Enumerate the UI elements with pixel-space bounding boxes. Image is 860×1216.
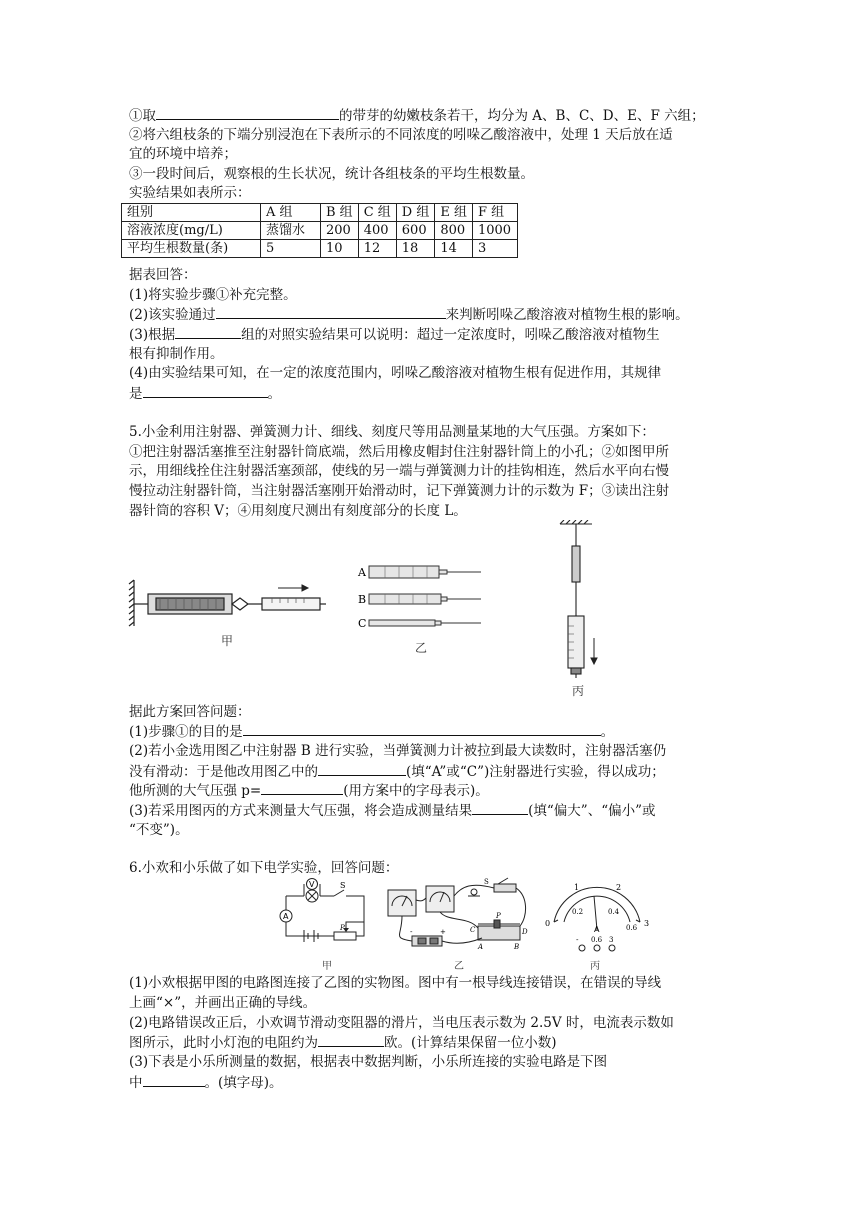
slider-label: P [340, 924, 345, 932]
q4-a4-line1: (4)由实验结果可知，在一定的浓度范围内，吲哚乙酸溶液对植物生根有促进作用，其规律 [129, 365, 662, 381]
figure-caption-bing: 丙 [572, 684, 585, 698]
switch-label: S [340, 881, 346, 890]
scale-label-0: 0 [545, 919, 551, 928]
table-cell: 400 [358, 222, 396, 240]
scale-label-2: 2 [616, 883, 622, 892]
table-cell: 200 [321, 222, 359, 240]
slider-label: P [496, 912, 501, 920]
q6-a2-line2: 图所示，此时小灯泡的电阻约为 欧。(计算结果保留一位小数) [129, 1035, 557, 1051]
q4-step2-line2: 宜的环境中培养； [129, 146, 237, 162]
terminal-b-label: B [514, 943, 520, 951]
table-cell: 5 [261, 240, 321, 258]
q4-a1: (1)将实验步骤①补充完整。 [129, 287, 297, 303]
answer-blank[interactable] [243, 722, 601, 736]
table-cell: 18 [396, 240, 435, 258]
q6-a2-line1: (2)电路错误改正后，小欢调节滑动变阻器的滑片，当电压表示数为 2.5V 时，电流表示数如 [129, 1015, 674, 1031]
q6-a3-line1: (3)下表是小乐所测量的数据，根据表中数据判断，小乐所连接的实验电路是下图 [129, 1054, 608, 1070]
table-cell: A 组 [261, 204, 321, 222]
figure-caption-yi: 乙 [415, 641, 428, 655]
q4-a3: (3)根据 组的对照实验结果可以说明：超过一定浓度时，吲哚乙酸溶液对植物生 [129, 327, 660, 343]
unit-label: A [594, 925, 600, 934]
figure-caption-yi: 乙 [454, 961, 464, 972]
table-cell: D 组 [396, 204, 435, 222]
scale-label-3: 3 [644, 919, 650, 928]
voltmeter-label: V [309, 880, 315, 889]
answer-blank[interactable] [143, 384, 268, 398]
q5-stem-line4: 慢拉动注射器针筒，当注射器活塞刚开始滑动时，记下弹簧测力计的示数为 F；③读出注射 [129, 483, 670, 499]
battery-plus-label: + [440, 928, 446, 936]
q4-a2: (2)该实验通过 来判断吲哚乙酸溶液对植物生根的影响。 [129, 307, 689, 323]
answer-blank[interactable] [216, 305, 446, 319]
q6-a1-line1: (1)小欢根据甲图的电路图连接了乙图的实物图。图中有一根导线连接错误，在错误的导线 [129, 975, 662, 991]
syringe-vertical-figure [558, 520, 602, 680]
q5-a2-line1: (2)若小金选用图乙中注射器 B 进行实验，当弹簧测力计被拉到最大读数时，注射器活塞仍 [129, 743, 667, 759]
scale-label-02: 0.2 [572, 908, 584, 916]
ammeter-label: A [283, 912, 289, 921]
table-cell: 600 [396, 222, 435, 240]
battery-minus-label: - [410, 928, 413, 936]
q4-step3: ③一段时间后，观察根的生长状况，统计各组枝条的平均生根数量。 [129, 166, 534, 182]
terminal-06-label: 0.6 [591, 936, 603, 944]
syringe-label-c: C [358, 617, 367, 630]
table-cell: E 组 [435, 204, 473, 222]
syringe-horizontal-figure [128, 578, 328, 630]
circuit-diagram-figure [276, 878, 376, 954]
q5-stem-line2: ①把注射器活塞推至注射器针筒底端，然后用橡皮帽封住注射器针筒上的小孔；②如图甲所 [129, 444, 669, 460]
table-cell: 平均生根数量(条) [122, 240, 261, 258]
q5-a3: (3)若采用图丙的方式来测量大气压强，将会造成测量结果 (填“偏大”、“偏小”或 [129, 803, 656, 819]
q4-a3-line2: 根有抑制作用。 [129, 346, 224, 362]
terminal-a-label: A [478, 943, 484, 951]
syringe-label-a: A [358, 566, 366, 579]
physical-circuit-figure [382, 876, 532, 956]
ammeter-dial-figure [542, 882, 652, 958]
table-cell: C 组 [358, 204, 396, 222]
three-syringes-figure [355, 560, 485, 634]
q5-a2-line2: 没有滑动：于是他改用图乙中的 (填“A”或“C”)注射器进行实验，得以成功； [129, 764, 665, 780]
table-cell: 10 [321, 240, 359, 258]
answer-blank[interactable] [472, 801, 528, 815]
figure-caption-bing: 丙 [590, 961, 600, 972]
q5-answer-intro: 据此方案回答问题： [129, 704, 251, 720]
q4-step1: ①取 的带芽的幼嫩枝条若干，均分为 A、B、C、D、E、F 六组； [129, 108, 705, 124]
answer-blank[interactable] [261, 781, 343, 795]
q5-stem-line5: 器针筒的容积 V；④用刻度尺测出有刻度部分的长度 L。 [129, 503, 467, 519]
table-cell: 蒸馏水 [261, 222, 321, 240]
q6-stem: 6.小欢和小乐做了如下电学实验，回答问题： [129, 860, 399, 876]
q5-stem-line3: 示，用细线拴住注射器活塞颈部，使线的另一端与弹簧测力计的挂钩相连，然后水平向右慢 [129, 463, 669, 479]
q4-step2-line1: ②将六组枝条的下端分别浸泡在下表所示的不同浓度的吲哚乙酸溶液中，处理 1 天后放在适 [129, 127, 673, 143]
figure-caption-jia: 甲 [221, 634, 234, 648]
q5-a3-line2: “不变”)。 [129, 822, 189, 838]
answer-blank[interactable] [318, 1033, 384, 1047]
table-cell: 1000 [472, 222, 517, 240]
terminal-3-label: 3 [609, 936, 614, 944]
answer-blank[interactable] [318, 762, 406, 776]
table-cell: 800 [435, 222, 473, 240]
table-cell: F 组 [472, 204, 517, 222]
figure-caption-jia: 甲 [322, 961, 332, 972]
terminal-minus-label: - [576, 936, 579, 944]
q5-a2-line3: 他所测的大气压强 p= (用方案中的字母表示)。 [129, 783, 489, 799]
table-cell: B 组 [321, 204, 359, 222]
q4-result-intro: 实验结果如表所示： [129, 185, 251, 201]
table-cell: 12 [358, 240, 396, 258]
q4-a4-line2: 是 。 [129, 386, 281, 402]
table-cell: 组别 [122, 204, 261, 222]
table-row [122, 240, 518, 258]
terminal-c-label: C [470, 926, 476, 934]
scale-label-04: 0.4 [608, 908, 620, 916]
results-table [121, 203, 518, 258]
answer-blank[interactable] [175, 325, 241, 339]
table-cell: 14 [435, 240, 473, 258]
switch-label: S [484, 878, 489, 886]
scale-label-1: 1 [574, 883, 580, 892]
answer-blank[interactable] [156, 106, 339, 120]
q4-answer-intro: 据表回答： [129, 267, 197, 283]
q6-a1-line2: 上画“×”，并画出正确的导线。 [129, 995, 317, 1011]
table-row [122, 222, 518, 240]
scale-label-06: 0.6 [626, 924, 638, 932]
syringe-label-b: B [358, 593, 367, 606]
q5-stem-line1: 5.小金利用注射器、弹簧测力计、细线、刻度尺等用品测量某地的大气压强。方案如下： [129, 424, 655, 440]
q6-a3-line2: 中 。(填字母)。 [129, 1075, 283, 1091]
q5-a1: (1)步骤①的目的是 。 [129, 724, 615, 740]
answer-blank[interactable] [143, 1073, 205, 1087]
table-header-row [122, 204, 518, 222]
table-cell: 3 [472, 240, 517, 258]
terminal-d-label: D [522, 928, 528, 936]
table-cell: 溶液浓度(mg/L) [122, 222, 261, 240]
